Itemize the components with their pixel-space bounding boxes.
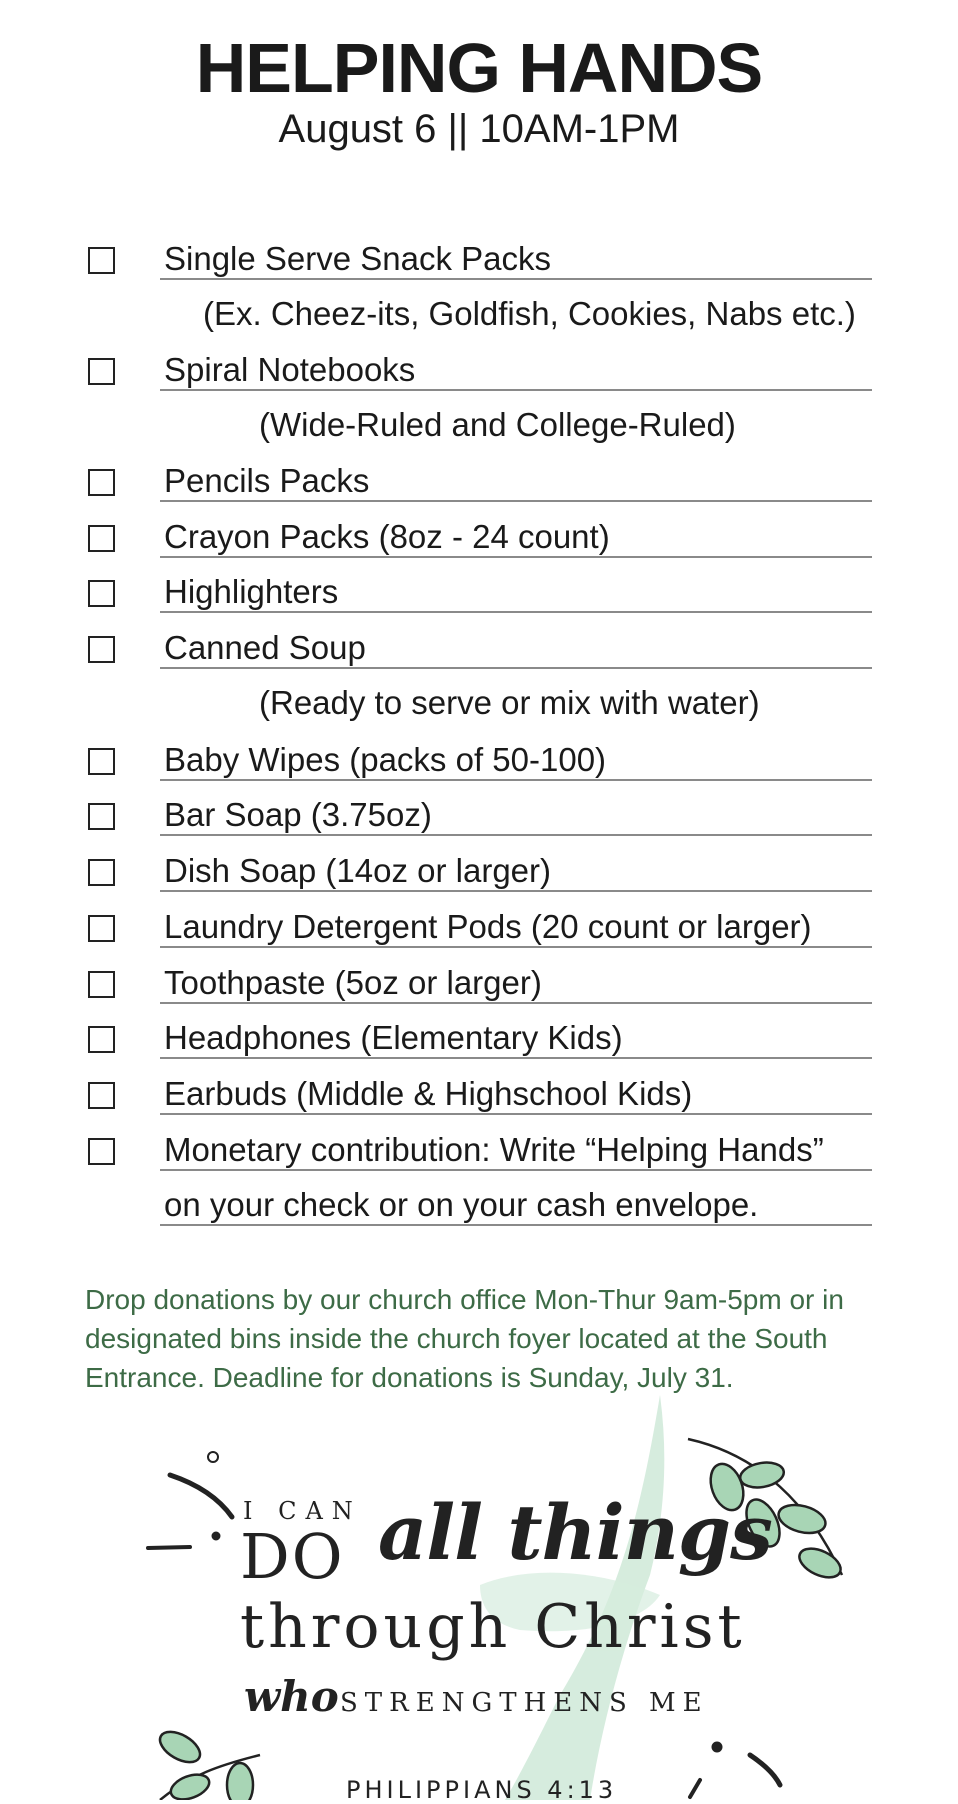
verse-line-all-things: all things [378, 1488, 772, 1577]
item-label: Spiral Notebooks [164, 351, 416, 388]
item-label: Highlighters [164, 573, 339, 610]
verse-line-do: DO [240, 1520, 345, 1593]
item-label: Single Serve Snack Packs [164, 240, 552, 277]
item-note: (Ready to serve or mix with water) [259, 684, 760, 721]
underline-rule [160, 1224, 872, 1226]
checklist-item [0, 518, 958, 581]
underline-rule [160, 389, 872, 391]
item-label: Canned Soup [164, 629, 366, 666]
item-checkbox[interactable] [88, 469, 115, 496]
item-checkbox[interactable] [88, 525, 115, 552]
verse-reference: PHILIPPIANS 4:13 [346, 1776, 618, 1804]
underline-rule [160, 890, 872, 892]
item-label: Pencils Packs [164, 462, 370, 499]
verse-line-strengthens: STRENGTHENS ME [340, 1688, 709, 1718]
checklist-item [0, 741, 958, 804]
item-checkbox[interactable] [88, 1082, 115, 1109]
item-checkbox[interactable] [88, 915, 115, 942]
item-label: Headphones (Elementary Kids) [164, 1019, 623, 1056]
item-note: (Ex. Cheez-its, Goldfish, Cookies, Nabs etc.) [203, 295, 856, 332]
underline-rule [160, 1169, 872, 1171]
item-note: (Wide-Ruled and College-Ruled) [259, 406, 736, 443]
item-checkbox[interactable] [88, 580, 115, 607]
page-title: HELPING HANDS [195, 29, 763, 107]
item-checkbox[interactable] [88, 859, 115, 886]
underline-rule [160, 278, 872, 280]
verse-line-i-can: I CAN [243, 1497, 362, 1525]
item-label: Dish Soap (14oz or larger) [164, 852, 552, 889]
verse-line-who: who [244, 1672, 339, 1721]
item-label: Toothpaste (5oz or larger) [164, 964, 542, 1001]
underline-rule [160, 1113, 872, 1115]
item-label: Bar Soap (3.75oz) [164, 796, 432, 833]
event-date-time: August 6 || 10AM-1PM [278, 107, 680, 151]
underline-rule [160, 667, 872, 669]
item-checkbox[interactable] [88, 1026, 115, 1053]
underline-rule [160, 779, 872, 781]
item-label: Laundry Detergent Pods (20 count or larger) [164, 908, 812, 945]
verse-line-through-christ: through Christ [240, 1592, 746, 1662]
item-checkbox[interactable] [88, 803, 115, 830]
item-checkbox[interactable] [88, 358, 115, 385]
underline-rule [160, 1002, 872, 1004]
item-checkbox[interactable] [88, 247, 115, 274]
underline-rule [160, 946, 872, 948]
checklist-item [0, 573, 958, 636]
leaf-branch-bottom-icon [155, 1726, 260, 1800]
item-label: Crayon Packs (8oz - 24 count) [164, 518, 610, 555]
item-label: Monetary contribution: Write “Helping Hands” [164, 1131, 824, 1168]
item-label: Baby Wipes (packs of 50-100) [164, 741, 607, 778]
underline-rule [160, 556, 872, 558]
item-label: Earbuds (Middle & Highschool Kids) [164, 1075, 693, 1112]
underline-rule [160, 611, 872, 613]
underline-rule [160, 1057, 872, 1059]
underline-rule [160, 834, 872, 836]
underline-rule [160, 500, 872, 502]
item-checkbox[interactable] [88, 1138, 115, 1165]
item-label-continuation: on your check or on your cash envelope. [164, 1186, 759, 1223]
item-checkbox[interactable] [88, 748, 115, 775]
drop-off-instructions: Drop donations by our church office Mon-Thur 9am-5pm or in designated bins inside the church foyer located at the South Entrance. Deadline for donations is Sunday, July 31. [85, 1284, 844, 1393]
item-checkbox[interactable] [88, 636, 115, 663]
checklist-item [0, 1131, 958, 1223]
item-checkbox[interactable] [88, 971, 115, 998]
